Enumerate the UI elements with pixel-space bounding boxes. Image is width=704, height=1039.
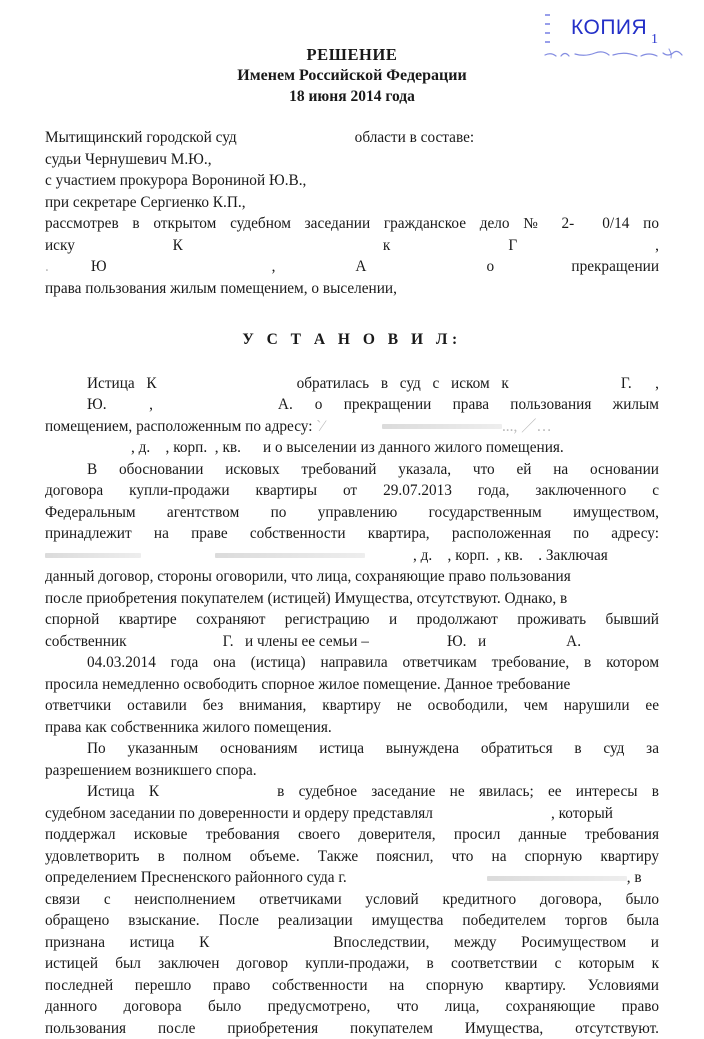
p2-line9 (45, 631, 659, 653)
heading-decision: РЕШЕНИЕ (0, 44, 704, 65)
case-number-line (45, 213, 659, 235)
co-defendant-initial-2: А (355, 258, 366, 275)
p2-line3: Федеральным агентством по управлению государственным имуществом, (45, 502, 659, 524)
p2-line2: договора купли-продажи квартиры от 29.07.2013 года, заключенного с (45, 480, 659, 502)
paragraph-grounds (45, 459, 659, 653)
redaction-smudge (215, 553, 365, 558)
p1-defendant: Г. , (621, 375, 659, 392)
redaction-smudge (382, 424, 502, 429)
paragraph-demand (45, 652, 659, 738)
paragraph-claim-summary (45, 373, 659, 459)
p2-line8: спорной квартире сохраняют регистрацию и продолжают проживать бывший (45, 609, 659, 631)
p5-plaintiff: Истица К (87, 783, 159, 800)
p5-line9: истицей был заключен договор купли-продажи, в соответствии с которым к (45, 953, 659, 975)
p3-line1: 04.03.2014 года она (истица) направила ответчикам требование, в котором (45, 652, 659, 674)
p1-line3 (45, 416, 659, 438)
co-defendant-comma: , (272, 258, 276, 275)
document-body (0, 127, 704, 1039)
p4-line1: По указанным основаниям истица вынуждена обратиться в суд за (45, 738, 659, 760)
p2-line5 (45, 545, 659, 567)
handwritten-signature-mark (541, 46, 693, 60)
copy-stamp (535, 8, 695, 60)
p2-family-member-2: А. (566, 633, 581, 650)
p5-representative-clause: , который (551, 805, 613, 822)
p4-line2: разрешением возникшего спора. (45, 760, 659, 782)
p5-presnensky-court: определением Пресненского районного суда г. (45, 869, 347, 886)
p2-former-owner-label: собственник (45, 633, 127, 650)
p5-line5-tail: , в (627, 869, 642, 886)
p2-line7: после приобретения покупателем (истицей) Имущества, отсутствуют. Однако, в (45, 588, 659, 610)
p5-line11: данного договора было предусмотрено, что лица, сохраняющие право (45, 996, 659, 1018)
plaintiff-initial: иску К (45, 237, 183, 254)
p5-line3: поддержал исковые требования своего доверителя, просил данные требования (45, 824, 659, 846)
claim-subject-start: о прекращении (486, 258, 659, 275)
p1-line1 (45, 373, 659, 395)
p5-line1 (45, 781, 659, 803)
heading-date: 18 июня 2014 года (0, 86, 704, 107)
p1-codefendant-1: Ю. , (87, 396, 153, 413)
claim-subject-line: права пользования жилым помещением, о выселении, (45, 278, 659, 300)
redaction-artifact: . (45, 258, 49, 275)
copy-stamp-number: 1 (651, 32, 658, 48)
co-defendant-initial-1: Ю (91, 258, 107, 275)
case-number-suffix: 0/14 по (602, 215, 659, 232)
p3-line2: просила немедленно освободить спорное жилое помещение. Данное требование (45, 674, 659, 696)
redaction-smudge (487, 876, 627, 881)
p1-plaintiff: Истица К (87, 375, 157, 392)
heading-in-name-of-rf: Именем Российской Федерации (0, 65, 704, 86)
redaction-artifact: ..., ／… (502, 418, 552, 435)
p2-former-owner: Г. и члены ее семьи – (223, 633, 369, 650)
p1-codefendant-2: А. (278, 396, 293, 413)
p5-absent-note: в судебное заседание не явилась; ее интересы в (277, 783, 659, 800)
p2-line4: принадлежит на праве собственности квартира, расположенная по адресу: (45, 523, 659, 545)
court-line (45, 127, 659, 149)
versus-label: к (383, 237, 390, 254)
p5-line8 (45, 932, 659, 954)
stamp-dotted-line (545, 14, 550, 48)
p1-claim-subject: о прекращении права пользования жилым (315, 396, 659, 413)
judge-line: судьи Чернушевич М.Ю., (45, 149, 659, 171)
paragraph-representative (45, 781, 659, 1039)
p5-line5 (45, 867, 659, 889)
p2-line1: В обосновании исковых требований указала, что ей на основании (45, 459, 659, 481)
case-number-prefix: рассмотрев в открытом судебном заседании гражданское дело № 2- (45, 215, 574, 232)
p5-line4: удовлетворить в полном объеме. Также пояснил, что на спорную квартиру (45, 846, 659, 868)
p1-eviction-request: и о выселении из данного жилого помещения. (263, 439, 564, 456)
preamble-block (45, 127, 659, 299)
p5-line10: последней перешло право собственности на спорную квартиру. Условиями (45, 975, 659, 997)
prosecutor-line: с участием прокурора Ворониной Ю.В., (45, 170, 659, 192)
p5-line7: обращено взыскание. После реализации имущества победителем торгов была (45, 910, 659, 932)
p5-winner-plaintiff: признана истица К (45, 934, 209, 951)
court-name: Мытищинский городской суд (45, 129, 237, 146)
co-defendants-line (45, 256, 659, 278)
copy-stamp-label: КОПИЯ (571, 16, 647, 40)
case-line-comma: , (655, 237, 659, 254)
p5-representation-basis: судебном заседании по доверенности и ордеру представлял (45, 805, 433, 822)
redaction-artifact: `⁄ (312, 418, 323, 435)
p3-line4: права как собственника жилого помещения. (45, 717, 659, 739)
section-title-ustanovil: У С Т А Н О В И Л: (45, 329, 659, 351)
p5-line12: пользования после приобретения покупателем Имущества, отсутствуют. (45, 1018, 659, 1039)
redaction-smudge (45, 553, 141, 558)
p1-address-fields: , д. , корп. , кв. (131, 439, 241, 456)
defendant-initial: Г (508, 237, 517, 254)
p5-line2 (45, 803, 659, 825)
p5-line6: связи с неисполнением ответчиками условий кредитного договора, было (45, 889, 659, 911)
secretary-line: при секретаре Сергиенко К.П., (45, 192, 659, 214)
p1-filed-suit: обратилась в суд с иском к (297, 375, 509, 392)
p2-line6: данный договор, стороны оговорили, что лица, сохраняющие право пользования (45, 566, 659, 588)
p1-line4 (45, 437, 659, 459)
p2-family-member-1: Ю. и (447, 633, 486, 650)
p3-line3: ответчики оставили без внимания, квартиру не освободили, чем нарушили ее (45, 695, 659, 717)
court-region-suffix: области в составе: (355, 129, 474, 146)
p2-address-fields: , д. , корп. , кв. . Заключая (413, 547, 608, 564)
p5-rosimushchestvo: Впоследствии, между Росимуществом и (333, 934, 659, 951)
p1-line2 (45, 394, 659, 416)
plaintiff-defendant-line (45, 235, 659, 257)
paragraph-forced-to-court (45, 738, 659, 781)
p1-address-label: помещением, расположенным по адресу: (45, 418, 312, 435)
